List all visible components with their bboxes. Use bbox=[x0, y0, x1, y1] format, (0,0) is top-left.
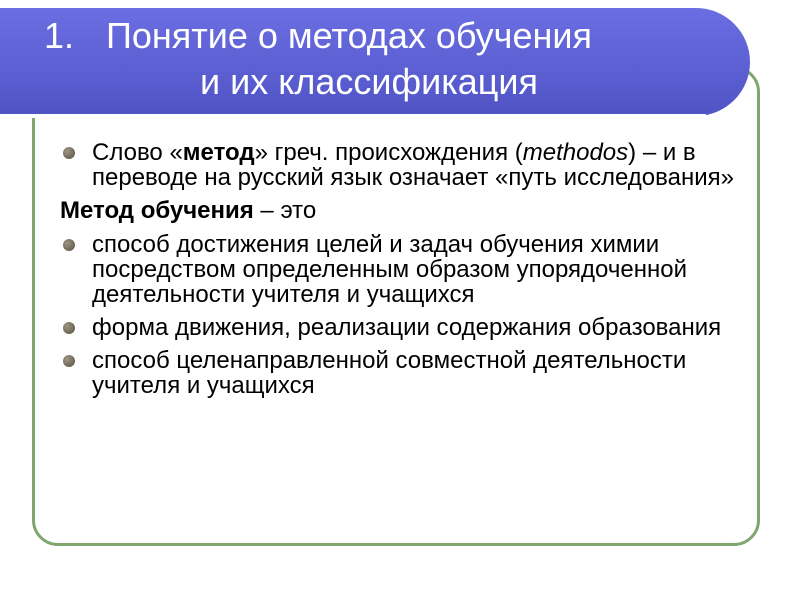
item-text: форма движения, реализации содержания образования bbox=[92, 314, 722, 341]
title-number: 1. bbox=[44, 15, 75, 56]
bullet-icon bbox=[63, 355, 75, 367]
title-line-2: и их классификация bbox=[200, 61, 539, 102]
list-item bbox=[60, 315, 740, 340]
item-text: способ целенаправленной совместной деятельности учителя и учащихся bbox=[92, 347, 687, 399]
item-italic-term: methodos bbox=[522, 139, 629, 166]
bullet-icon bbox=[63, 239, 75, 251]
title-text-1: Понятие о методах обучения bbox=[106, 15, 592, 56]
bullet-icon bbox=[63, 322, 75, 334]
title-underline bbox=[0, 114, 706, 118]
bullet-icon bbox=[63, 147, 75, 159]
list-item-word-meaning bbox=[60, 140, 740, 190]
slide-body bbox=[60, 140, 740, 406]
item-text: ) – и в переводе на русский язык означает «путь исследования» bbox=[92, 139, 734, 191]
item-bold-term: метод bbox=[182, 139, 255, 166]
item-text: способ достижения целей и задач обучения химии посредством определенным образом упорядоченной деятельности учителя и учащихся bbox=[92, 231, 687, 308]
title-line-1 bbox=[44, 14, 592, 58]
definition-term: Метод обучения bbox=[60, 197, 254, 224]
item-text: » греч. происхождения ( bbox=[254, 139, 523, 166]
definition-rest: – это bbox=[253, 197, 317, 224]
definition-line bbox=[60, 198, 740, 223]
list-item bbox=[60, 348, 740, 398]
list-item bbox=[60, 232, 740, 307]
item-text: Слово « bbox=[92, 139, 183, 166]
